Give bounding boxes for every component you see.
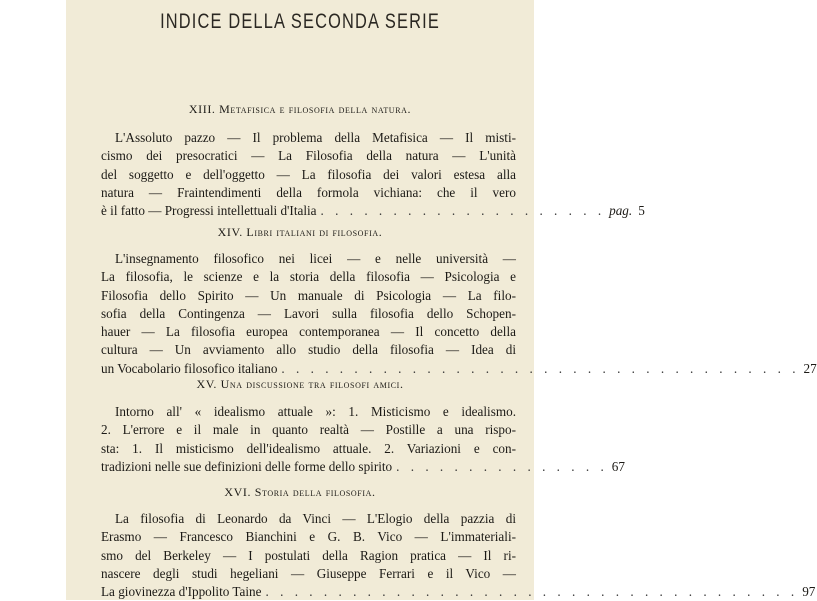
entry-line: cismo dei presocratici — La Filosofia della natura — L'unità: [101, 148, 516, 164]
section-body-xiii: [101, 129, 645, 220]
entry-line-last: [101, 583, 816, 601]
entry-line-last: [101, 360, 817, 378]
entry-line: natura — Fraintendimenti della formola vichiana: che il vero: [101, 184, 516, 200]
leader-dots: . . . . . . . . . . . . . . . . . . . .: [320, 203, 606, 219]
entry-text: La giovinezza d'Ippolito Taine: [101, 584, 262, 600]
book-page: [66, 0, 817, 600]
entry-text: è il fatto — Progressi intellettuali d'Italia: [101, 203, 317, 219]
section-title: Storia della filosofia.: [254, 485, 376, 499]
entry-line: sofia della Contingenza — Lavori sulla filosofia dello Schopen-: [101, 305, 516, 321]
section-heading-xv: [66, 377, 534, 392]
entry-line: hauer — La filosofia europea contemporanea — Il concetto della: [101, 324, 516, 340]
entry-line: del soggetto e dell'oggetto — La filosofia dei valori estesa alla: [101, 166, 516, 182]
page-number: 97: [802, 584, 816, 600]
entry-line: sta: 1. Il misticismo dell'idealismo attuale. 2. Variazioni e con-: [101, 440, 516, 456]
entry-line: La filosofia, le scienze e la storia della filosofia — Psicologia e: [101, 269, 516, 285]
entry-text: tradizioni nelle sue definizioni delle forme dello spirito: [101, 458, 393, 474]
leader-dots: . . . . . . . . . . . . . . . . . . . . . . . . . . . . . . . . . . . . .: [265, 584, 799, 600]
entry-line: smo del Berkeley — I postulati della Ragion pratica — Il ri-: [101, 547, 516, 563]
section-heading-xiii: [66, 102, 534, 117]
page-number: 67: [611, 458, 625, 474]
page-number: 5: [638, 203, 645, 219]
section-body-xiv: [101, 250, 817, 378]
section-number: XVI.: [224, 485, 252, 499]
section-body-xvi: [101, 510, 816, 601]
entry-text: un Vocabolario filosofico italiano: [101, 360, 278, 376]
section-heading-xiv: [66, 225, 534, 240]
entry-line-last: [101, 458, 625, 476]
section-heading-xvi: [66, 485, 534, 500]
page-title: INDICE DELLA SECONDA SERIE: [160, 10, 440, 33]
leader-dots: . . . . . . . . . . . . . . .: [396, 458, 608, 474]
page-prefix: pag.: [609, 203, 633, 219]
section-title: Metafisica e filosofia della natura.: [219, 102, 412, 116]
entry-line-last: [101, 202, 645, 220]
section-number: XIV.: [217, 225, 243, 239]
entry-line: Erasmo — Francesco Bianchini e G. B. Vico — L'immateriali-: [101, 529, 516, 545]
entry-line: 2. L'errore e il male in quanto realtà — Postille a una rispo-: [101, 422, 516, 438]
entry-line: L'insegnamento filosofico nei licei — e nelle università —: [115, 251, 516, 266]
entry-line: nascere degli studi hegeliani — Giuseppe Ferrari e il Vico —: [101, 565, 516, 581]
entry-line: La filosofia di Leonardo da Vinci — L'Elogio della pazzia di: [115, 511, 516, 526]
page-number: 27: [803, 360, 817, 376]
section-title: Libri italiani di filosofia.: [246, 225, 383, 239]
entry-line: Filosofia dello Spirito — Un manuale di Psicologia — La filo-: [101, 287, 516, 303]
page-ref: [609, 202, 645, 220]
section-number: XV.: [196, 377, 218, 391]
section-body-xv: [101, 403, 625, 476]
entry-line: cultura — Un avviamento allo studio della filosofia — Idea di: [101, 342, 516, 358]
entry-line: Intorno all' « idealismo attuale »: 1. Misticismo e idealismo.: [115, 404, 516, 419]
section-title: Una discussione tra filosofi amici.: [220, 377, 404, 391]
entry-line: L'Assoluto pazzo — Il problema della Metafisica — Il misti-: [115, 130, 516, 145]
leader-dots: . . . . . . . . . . . . . . . . . . . . . . . . . . . . . . . . . . . .: [281, 360, 800, 376]
section-number: XIII.: [188, 102, 216, 116]
